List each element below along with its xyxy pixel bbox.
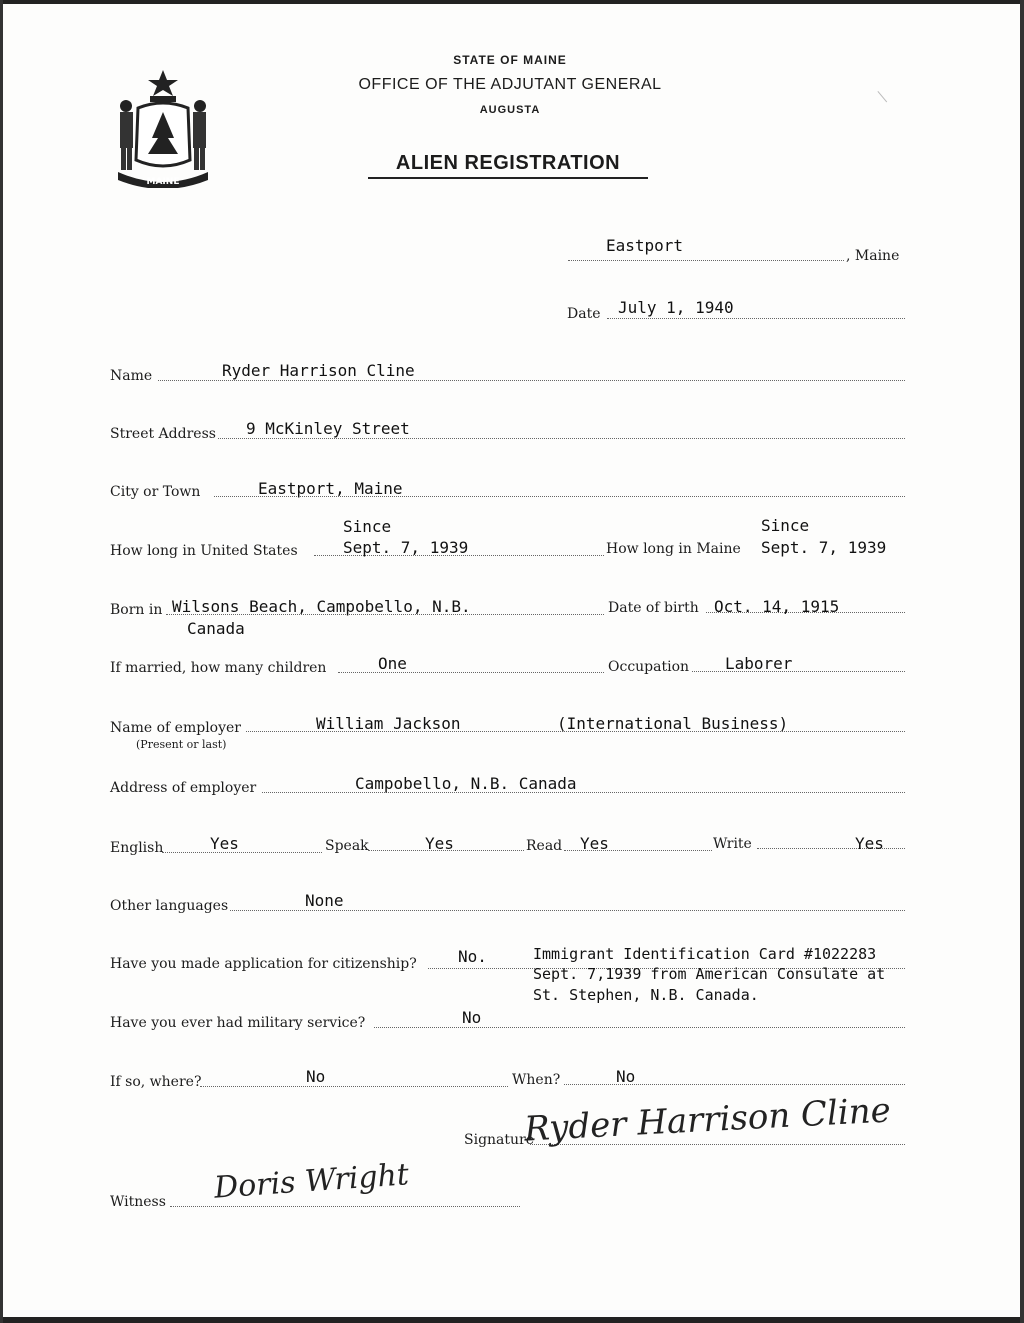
- street-line: [218, 438, 905, 439]
- date-value: July 1, 1940: [618, 298, 734, 317]
- witness-handwriting: Doris Wright: [213, 1157, 410, 1206]
- employer-address-value: Campobello, N.B. Canada: [355, 774, 577, 793]
- read-value: Yes: [580, 834, 609, 853]
- maine-duration-label: How long in Maine: [606, 541, 741, 557]
- town-line: [568, 260, 844, 261]
- citizenship-note-3: St. Stephen, N.B. Canada.: [533, 986, 759, 1004]
- employer-value: William Jackson: [316, 714, 461, 733]
- other-languages-value: None: [305, 891, 344, 910]
- dob-value: Oct. 14, 1915: [714, 597, 840, 616]
- born-value: Wilsons Beach, Campobello, N.B.: [172, 597, 471, 616]
- english-value: Yes: [210, 834, 239, 853]
- us-duration-label: How long in United States: [110, 543, 298, 559]
- header-state: STATE OF MAINE: [453, 53, 567, 67]
- witness-line: [170, 1206, 520, 1207]
- header-office: OFFICE OF THE ADJUTANT GENERAL: [358, 76, 662, 93]
- where-label: If so, where?: [110, 1074, 202, 1090]
- citizenship-note-2: Sept. 7,1939 from American Consulate at: [533, 965, 886, 983]
- born-label: Born in: [110, 602, 163, 618]
- military-line: [374, 1027, 905, 1028]
- name-value: Ryder Harrison Cline: [222, 361, 415, 380]
- military-label: Have you ever had military service?: [110, 1015, 366, 1031]
- signature-handwriting: Ryder Harrison Cline: [523, 1090, 892, 1150]
- other-languages-line: [230, 910, 905, 911]
- date-label: Date: [567, 306, 601, 322]
- maine-since-label: Since: [761, 516, 810, 535]
- header-city: AUGUSTA: [479, 104, 541, 116]
- employer-sublabel: (Present or last): [136, 738, 227, 751]
- maine-duration-value: Sept. 7, 1939: [761, 538, 887, 557]
- born-country: Canada: [187, 619, 245, 638]
- english-label: English: [110, 840, 164, 856]
- read-label: Read: [526, 838, 563, 854]
- employer-business: (International Business): [557, 714, 789, 733]
- dob-label: Date of birth: [608, 600, 699, 616]
- form-title: ALIEN REGISTRATION: [368, 152, 648, 179]
- english-line: [162, 852, 322, 853]
- speak-value: Yes: [425, 834, 454, 853]
- employer-address-label: Address of employer: [110, 780, 257, 796]
- signature-label: Signature: [464, 1132, 535, 1148]
- name-label: Name: [110, 368, 153, 384]
- town-value: Eastport: [606, 236, 684, 255]
- occupation-line: [692, 671, 905, 672]
- citizenship-note-1: Immigrant Identification Card #1022283: [533, 945, 877, 963]
- seal-label: MAINE: [146, 177, 180, 187]
- other-languages-label: Other languages: [110, 898, 229, 914]
- us-duration-value: Sept. 7, 1939: [343, 538, 469, 557]
- employer-label: Name of employer: [110, 720, 241, 736]
- street-value: 9 McKinley Street: [246, 419, 410, 438]
- maine-state-seal-icon: [108, 68, 218, 188]
- where-value: No: [306, 1067, 326, 1086]
- speak-label: Speak: [325, 838, 369, 854]
- children-label: If married, how many children: [110, 660, 327, 676]
- scan-border-bottom: [0, 1317, 1024, 1323]
- scan-border-top: [0, 0, 1024, 4]
- state-suffix: , Maine: [846, 248, 900, 264]
- write-value: Yes: [855, 834, 884, 853]
- scan-border-left: [0, 0, 3, 1323]
- occupation-label: Occupation: [608, 659, 690, 675]
- city-value: Eastport, Maine: [258, 479, 403, 498]
- when-label: When?: [512, 1072, 561, 1088]
- when-value: No: [616, 1067, 636, 1086]
- date-line: [607, 318, 905, 319]
- check-mark: [877, 76, 905, 103]
- occupation-value: Laborer: [725, 654, 793, 673]
- military-value: No: [462, 1008, 482, 1027]
- us-since-label: Since: [343, 517, 392, 536]
- city-label: City or Town: [110, 484, 201, 500]
- witness-label: Witness: [110, 1194, 166, 1210]
- citizenship-label: Have you made application for citizenship?: [110, 956, 417, 972]
- write-label: Write: [713, 836, 752, 852]
- street-label: Street Address: [110, 426, 216, 442]
- where-line: [200, 1086, 508, 1087]
- scan-border-right: [1020, 0, 1024, 1323]
- citizenship-value: No.: [458, 947, 487, 966]
- name-line: [158, 380, 905, 381]
- children-value: One: [378, 654, 407, 673]
